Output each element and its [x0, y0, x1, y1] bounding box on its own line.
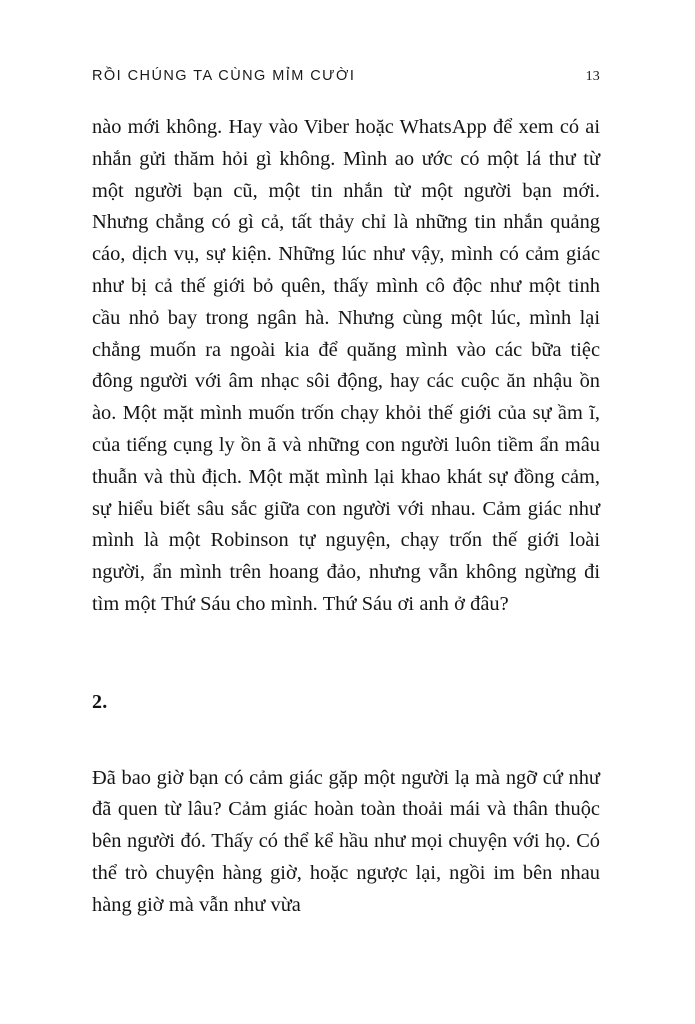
body-text-block	[92, 112, 600, 922]
running-head-title: RỒI CHÚNG TA CÙNG MỈM CƯỜI	[92, 68, 356, 84]
paragraph-continued: nào mới không. Hay vào Viber hoặc WhatsApp để xem có ai nhắn gửi thăm hỏi gì không. Mình ao ước có một lá thư từ một người bạn cũ, một tin nhắn từ một người bạn mới. Nhưng chẳng có gì cả, tất thảy chỉ là những tin nhắn quảng cáo, dịch vụ, sự kiện. Những lúc như vậy, mình có cảm giác như bị cả thế giới bỏ quên, thấy mình cô độc như một tinh cầu nhỏ bay trong ngân hà. Nhưng cùng một lúc, mình lại chẳng muốn ra ngoài kia để quăng mình vào các bữa tiệc đông người với âm nhạc sôi động, hay các cuộc ăn nhậu ồn ào. Một mặt mình muốn trốn chạy khỏi thế giới của sự ầm ĩ, của tiếng cụng ly ồn ã và những con người luôn tiềm ẩn mâu thuẫn và thù địch. Một mặt mình lại khao khát sự đồng cảm, sự hiểu biết sâu sắc giữa con người với nhau. Cảm giác như mình là một Robinson tự nguyện, chạy trốn thế giới loài người, ẩn mình trên hoang đảo, nhưng vẫn không ngừng đi tìm một Thứ Sáu cho mình. Thứ Sáu ơi anh ở đâu?	[92, 116, 600, 615]
running-head	[92, 68, 600, 92]
section-spacer-above	[92, 621, 600, 687]
page-number: 13	[585, 69, 600, 84]
paragraph-section-two: Đã bao giờ bạn có cảm giác gặp một người lạ mà ngỡ cứ như đã quen từ lâu? Cảm giác hoàn toàn thoải mái và thân thuộc bên người đó. Thấy có thể kể hầu như mọi chuyện với họ. Có thể trò chuyện hàng giờ, hoặc ngược lại, ngồi im bên nhau hàng giờ mà vẫn như vừa	[92, 766, 600, 916]
section-number-heading: 2.	[92, 690, 108, 713]
section-spacer-below	[92, 719, 600, 763]
